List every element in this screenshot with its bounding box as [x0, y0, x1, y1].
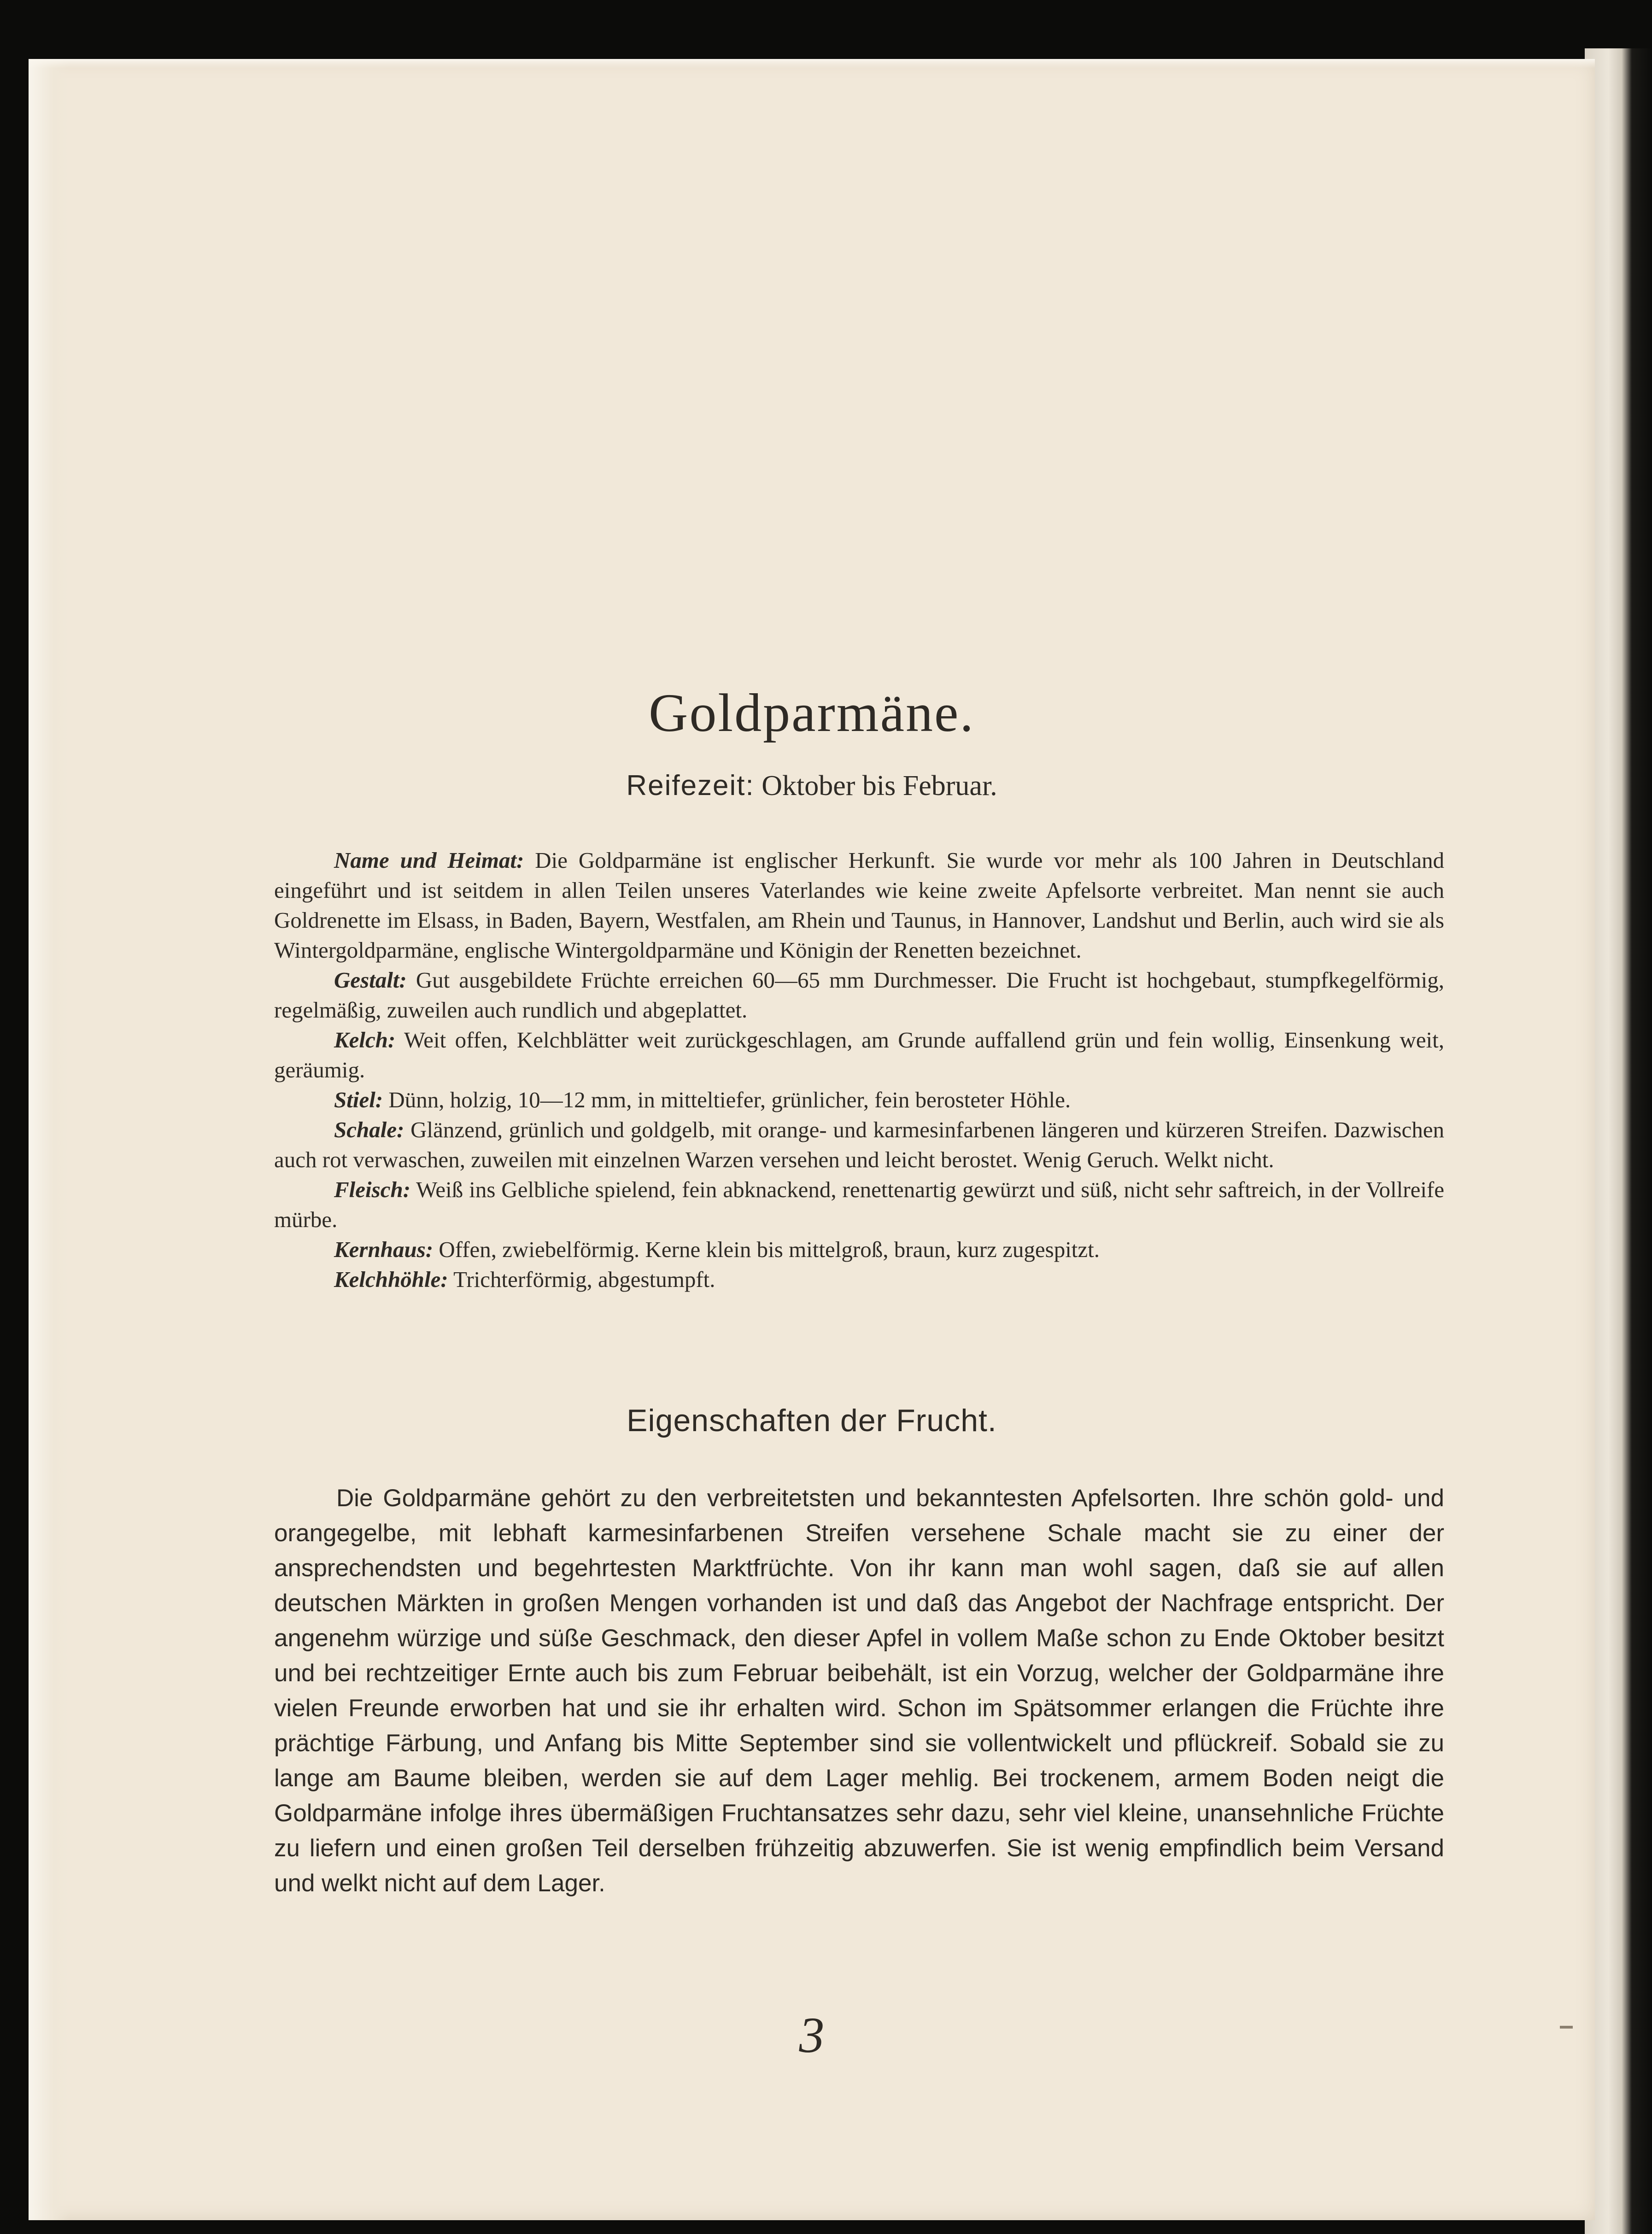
term-text: Weiß ins Gelbliche spielend, fein abknackend, renettenartig gewürzt und süß, nicht sehr saftreich, in der Vollreife mürbe.: [274, 1177, 1445, 1232]
page-title: Goldparmäne.: [649, 683, 975, 743]
description-entry-flesh: [274, 1175, 1444, 1234]
description-entry-calyx-cavity: [274, 1264, 1444, 1294]
term-label: Fleisch:: [334, 1177, 411, 1202]
ripening-time: [29, 769, 1595, 802]
term-text: Glänzend, grünlich und goldgelb, mit orange- und karmesinfarbenen längeren und kürzeren Streifen. Dazwischen auch rot verwaschen, zuweilen mit einzelnen Warzen versehen und leicht berostet. Wenig Geruch. Welkt nicht.: [274, 1117, 1444, 1172]
variety-description: [274, 845, 1444, 1294]
description-entry-shape: [274, 965, 1444, 1025]
ripening-time-label: Reifezeit:: [626, 770, 755, 801]
term-text: Dünn, holzig, 10—12 mm, in mitteltiefer, grünlicher, fein berosteter Höhle.: [388, 1087, 1071, 1112]
term-text: Weit offen, Kelchblätter weit zurückgeschlagen, am Grunde auffallend grün und fein wollig, Einsenkung weit, geräumig.: [274, 1027, 1444, 1082]
term-text: Trichterförmig, abgestumpft.: [453, 1267, 715, 1292]
description-entry-core: [274, 1234, 1444, 1264]
description-entry-name: [274, 845, 1444, 965]
fruit-properties: [274, 1481, 1444, 1901]
term-label: Schale:: [334, 1117, 404, 1142]
properties-paragraph: Die Goldparmäne gehört zu den verbreitetsten und bekanntesten Apfelsorten. Ihre schön gold- und orangegelbe, mit lebhaft karmesinfarbenen Streifen versehene Schale macht sie zu einer der ansprechendsten und begehrtesten Marktfrüchte. Von ihr kann man wohl sagen, daß sie auf allen deutschen Märkten in großen Mengen vorhanden ist und daß das Angebot der Nachfrage entspricht. Der angenehm würzige und süße Geschmack, den dieser Apfel in vollem Maße schon zu Ende Oktober besitzt und bei rechtzeitiger Ernte auch bis zum Februar beibehält, ist ein Vorzug, welcher der Goldparmäne ihre vielen Freunde erworben hat und sie ihr erhalten wird. Schon im Spätsommer erlangen die Früchte ihre prächtige Färbung, und Anfang bis Mitte September sind sie vollentwickelt und pflückreif. Sobald sie zu lange am Baume bleiben, werden sie auf dem Lager mehlig. Bei trockenem, armem Boden neigt die Goldparmäne infolge ihres übermäßigen Fruchtansatzes sehr dazu, sehr viel kleine, unansehnliche Früchte zu liefern und einen großen Teil derselben frühzeitig abzuwerfen. Sie ist wenig empfindlich beim Versand und welkt nicht auf dem Lager.: [274, 1485, 1444, 1897]
term-text: Offen, zwiebelförmig. Kerne klein bis mittelgroß, braun, kurz zugespitzt.: [439, 1237, 1100, 1262]
page-number: 3: [799, 2007, 825, 2063]
description-entry-calyx: [274, 1025, 1444, 1085]
term-label: Kernhaus:: [334, 1237, 434, 1262]
page-left-edge: [29, 59, 70, 2220]
term-text: Gut ausgebildete Früchte erreichen 60—65 mm Durchmesser. Die Frucht ist hochgebaut, stumpfkegelförmig, regelmäßig, zuweilen auch rundlich und abgeplattet.: [274, 967, 1444, 1023]
term-label: Gestalt:: [334, 967, 407, 993]
term-text: Die Goldparmäne ist englischer Herkunft. Sie wurde vor mehr als 100 Jahren in Deutschland eingeführt und ist seitdem in allen Teilen unseres Vaterlandes wie keine zweite Apfelsorte verbreitet. Man nennt sie auch Goldrenette im Elsass, in Baden, Bayern, Westfalen, am Rhein und Taunus, in Hannover, Landshut und Berlin, auch wird sie als Wintergoldparmäne, englische Wintergoldparmäne und Königin der Renetten bezeichnet.: [274, 848, 1445, 963]
ripening-time-value: Oktober bis Februar.: [762, 770, 997, 801]
term-label: Kelch:: [334, 1027, 396, 1053]
term-label: Kelchhöhle:: [334, 1267, 448, 1292]
description-entry-stalk: [274, 1085, 1444, 1115]
section-heading: Eigenschaften der Frucht.: [627, 1403, 997, 1438]
term-label: Name und Heimat:: [334, 848, 524, 873]
term-label: Stiel:: [334, 1087, 383, 1112]
description-entry-skin: [274, 1115, 1444, 1175]
page-top-edge: [29, 59, 1595, 68]
